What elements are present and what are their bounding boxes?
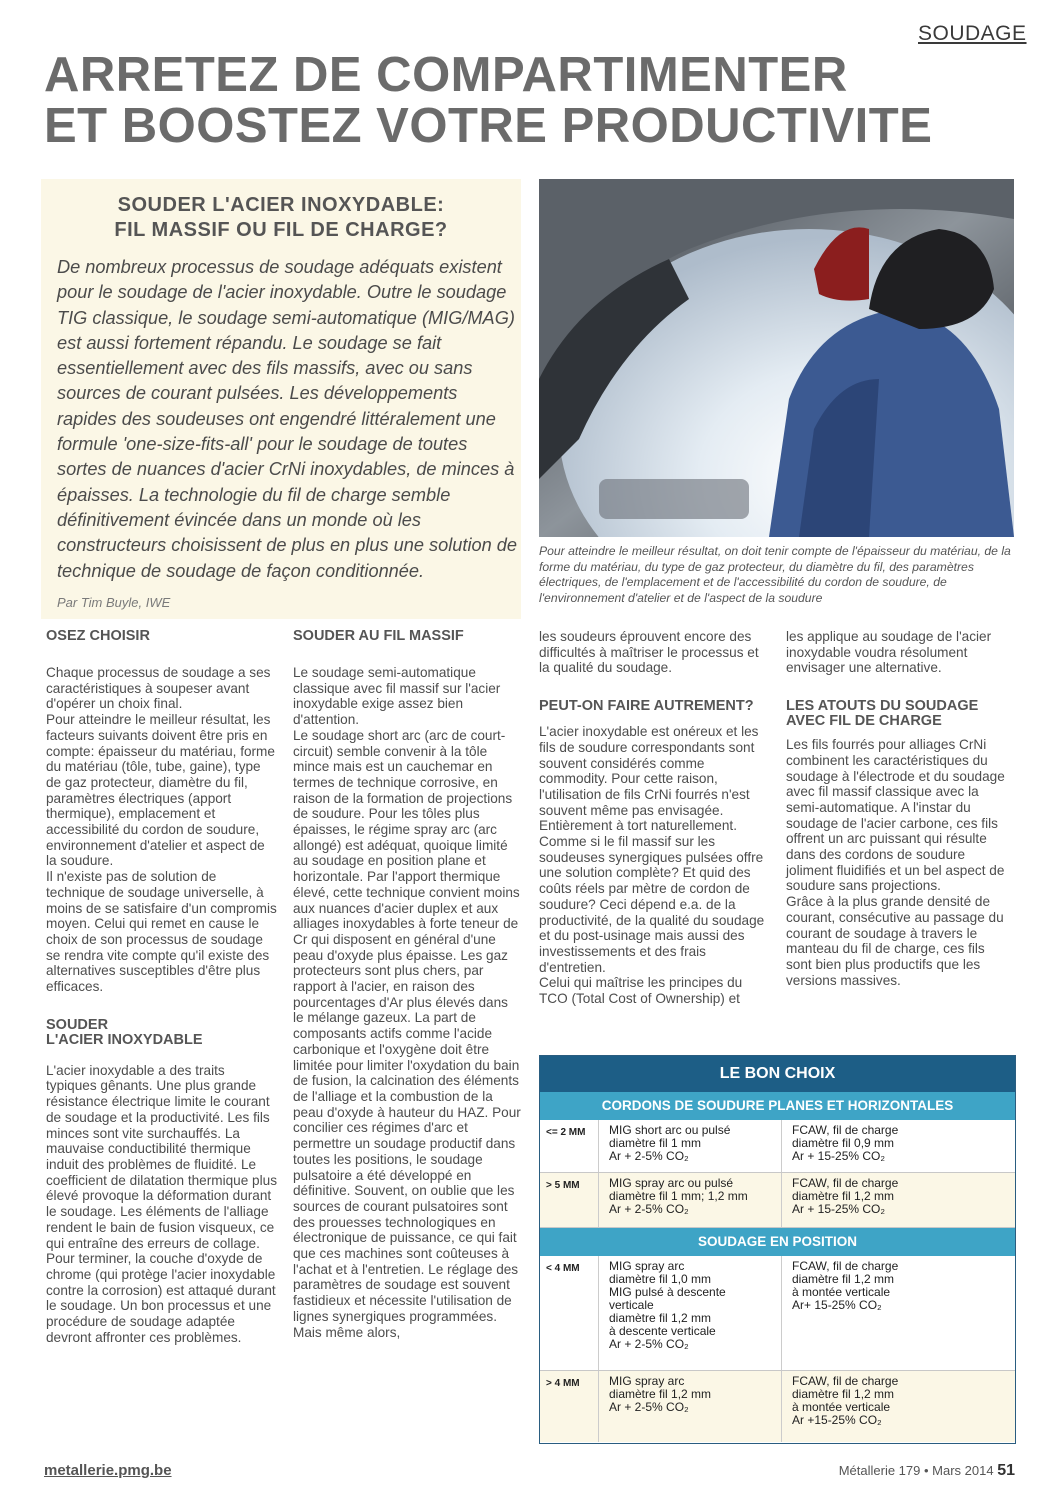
welder-photo bbox=[539, 179, 1014, 537]
table-title: LE BON CHOIX bbox=[540, 1056, 1015, 1092]
cell-text: FCAW, fil de charge diamètre fil 0,9 mm Ar + 15-25% CO₂ bbox=[792, 1123, 899, 1163]
paragraph: Chaque processus de soudage a ses caractéristiques à soupeser avant d'opérer un choix final. bbox=[46, 665, 271, 712]
intro-author: Par Tim Buyle, IWE bbox=[57, 595, 171, 610]
paragraph: Le soudage semi-automatique classique avec fil massif sur l'acier inoxydable exige assez bien d'attention. bbox=[293, 665, 501, 728]
main-title-line2: ET BOOSTEZ VOTRE PRODUCTIVITE bbox=[44, 99, 933, 153]
table-cell-size: < 4 MM bbox=[546, 1263, 580, 1274]
cell-text: FCAW, fil de charge diamètre fil 1,2 mm à montée verticale Ar+ 15-25% CO₂ bbox=[792, 1259, 899, 1312]
intro-heading-line1: SOUDER L'ACIER INOXYDABLE: bbox=[117, 194, 445, 216]
table-row bbox=[540, 1120, 1015, 1173]
table-row bbox=[540, 1173, 1015, 1228]
table-cell-mig bbox=[598, 1120, 781, 1172]
main-title-line1: ARRETEZ DE COMPARTIMENTER bbox=[44, 48, 848, 102]
cell-text: MIG spray arc diamètre fil 1,2 mm Ar + 2-5% CO₂ bbox=[609, 1374, 712, 1414]
paragraph: Il n'existe pas de solution de technique de soudage universelle, à moins de se satisfaire d'un compromis moyen. Celui qui remet en cause le choix de son processus de soudage se rendra vite compte qu'il existe des alternatives susceptibles d'être plus efficaces. bbox=[46, 869, 277, 995]
column-2 bbox=[293, 629, 521, 1340]
cell-text: MIG spray arc ou pulsé diamètre fil 1 mm; 1,2 mm Ar + 2-5% CO₂ bbox=[609, 1176, 748, 1216]
paragraph: Celui qui maîtrise les principes du TCO (Total Cost of Ownership) et bbox=[539, 975, 743, 1007]
table-cell-size: <= 2 MM bbox=[546, 1127, 586, 1138]
table-cell-fcaw bbox=[781, 1371, 1015, 1442]
cell-text: FCAW, fil de charge diamètre fil 1,2 mm à montée verticale Ar +15-25% CO₂ bbox=[792, 1374, 899, 1427]
cell-text: MIG spray arc diamètre fil 1,0 mm MIG pulsé à descente verticale diamètre fil 1,2 mm à descente verticale Ar + 2-5% CO₂ bbox=[609, 1259, 726, 1351]
issue-text: Métallerie 179 • Mars 2014 bbox=[838, 1463, 994, 1478]
heading-line: AVEC FIL DE CHARGE bbox=[786, 713, 942, 730]
intro-heading bbox=[41, 193, 521, 243]
heading-fil-massif: SOUDER AU FIL MASSIF bbox=[293, 628, 464, 644]
paragraph: les applique au soudage de l'acier inoxydable voudra résolument envisager une alternative. bbox=[786, 629, 992, 676]
section-tag: SOUDAGE bbox=[918, 22, 1027, 45]
paragraph: L'acier inoxydable est onéreux et les fils de soudure correspondants sont souvent considérés comme commodity. Pour cette raison, l'utilisation de fils CrNi fourrés n'est souvent même pas envisagée. Entièrement à tort naturellement. Comme si le fil massif sur les soudeuses synergiques pulsées offre une solution complète? Et quid des coûts réels par mètre de cordon de soudure? Ceci dépend e.a. de la productivité, de la qualité du soudage et du post-usinage mais aussi des investissements et des frais d'entretien. bbox=[539, 724, 765, 975]
table-cell-fcaw bbox=[781, 1120, 1015, 1172]
paragraph: les soudeurs éprouvent encore des difficultés à maîtriser le processus et la qualité du soudage. bbox=[539, 629, 759, 676]
intro-text: De nombreux processus de soudage adéquats existent pour le soudage de l'acier inoxydable. Outre le soudage TIG classique, le soudage semi-automatique (MIG/MAG) est aussi fortement répandu. Le soudage se fait essentiellement avec des fils massifs, avec ou sans sources de courant pulsées. Les développements rapides des soudeuses ont engendré littéralement une formule 'one-size-fits-all' pour le soudage de toutes sortes de nuances d'acier CrNi inoxydables, de minces à épaisses. La technologie du fil de charge semble définitivement évincée dans un monde où les constructeurs choisissent de plus en plus une solution de technique de soudage de façon conditionnée. bbox=[57, 257, 518, 581]
heading-faire-autrement: PEUT-ON FAIRE AUTREMENT? bbox=[539, 698, 754, 715]
table-cell-size: > 5 MM bbox=[546, 1180, 580, 1191]
heading-atouts bbox=[786, 699, 1014, 729]
heading-souder-inox bbox=[46, 1018, 278, 1048]
cell-text: FCAW, fil de charge diamètre fil 1,2 mm Ar + 15-25% CO₂ bbox=[792, 1176, 899, 1216]
paragraph: Les fils fourrés pour alliages CrNi combinent les caractéristiques du soudage à l'électrode et du soudage avec fil massif classique avec la semi-automatique. A l'instar du soudage de l'acier carbone, ces fils offrent un arc puissant qui résulte dans des cordons de soudure joliment fluidifiés et un bel aspect de soudure sans projections. bbox=[786, 737, 1005, 894]
footer-url-link[interactable]: metallerie.pmg.be bbox=[44, 1462, 172, 1479]
paragraph: Pour atteindre le meilleur résultat, les facteurs suivants doivent être pris en compte: épaisseur du matériau, forme du matériau (tôle, tube, gaine), type de gaz protecteur, diamètre du fil, paramètres électriques (apport thermique), emplacement et accessibilité du cordon de soudure, environnement d'atelier et aspect de la soudure. bbox=[46, 712, 275, 869]
table-cell-size: > 4 MM bbox=[546, 1378, 580, 1389]
table-cell-fcaw bbox=[781, 1173, 1015, 1227]
table-row bbox=[540, 1256, 1015, 1371]
column-4 bbox=[786, 629, 1014, 988]
heading-line: SOUDER bbox=[46, 1016, 109, 1033]
heading-line: LES ATOUTS DU SOUDAGE bbox=[786, 698, 979, 715]
paragraph: Le soudage short arc (arc de court-circuit) semble convenir à la tôle mince mais est un cauchemar en termes de technique corrosive, en raison de la formation de projections de soudure. Pour les tôles plus épaisses, le régime spray arc (arc allongé) est adéquat, quoique limité au soudage en position plane et horizontale. Par l'apport thermique élevé, cette technique convient moins aux nuances d'acier duplex et aux alliages inoxydables à forte teneur de Cr qui disposent en général d'une peau d'oxyde plus épaisse. Les gaz protecteurs sont plus chers, par rapport à l'acier, en raison des pourcentages d'Ar plus élevés dans le mélange gazeux. La part de composants actifs comme l'acide carbonique et l'oxygène doit être limitée pour limiter l'oxydation du bain de fusion, la calcination des éléments de l'alliage et la combustion de la peau d'oxyde à hauteur du HAZ. Pour concilier ces régimes d'arc et permettre un soudage productif dans toutes les positions, le soudage pulsatoire a été développé en définitive. Souvent, on oublie que les sources de courant pulsatoires sont des prouesses technologiques en électronique de puissance, ce qui fait que ces machines sont coûteuses à l'achat et à l'entretien. Le réglage des paramètres de soudage est souvent fastidieux et nécessite l'utilisation de lignes synergiques programmées. Mais même alors, bbox=[293, 727, 521, 1340]
table-cell-fcaw bbox=[781, 1256, 1015, 1370]
intro-box bbox=[41, 179, 521, 619]
table-band-plane: CORDONS DE SOUDURE PLANES ET HORIZONTALES bbox=[540, 1092, 1015, 1120]
cell-text: MIG short arc ou pulsé diamètre fil 1 mm Ar + 2-5% CO₂ bbox=[609, 1123, 731, 1163]
footer-issue bbox=[780, 1462, 1015, 1480]
table-cell-mig bbox=[598, 1371, 781, 1442]
heading-line: L'ACIER INOXYDABLE bbox=[46, 1031, 203, 1048]
table-cell-mig bbox=[598, 1173, 781, 1227]
column-3 bbox=[539, 629, 771, 1007]
column-1 bbox=[46, 629, 278, 1345]
choice-table bbox=[539, 1055, 1016, 1444]
welder-photo-illustration bbox=[539, 179, 1014, 537]
table-cell-mig bbox=[598, 1256, 781, 1370]
table-row bbox=[540, 1371, 1015, 1442]
paragraph: Grâce à la plus grande densité de courant, consécutive au passage du courant de soudage à travers le manteau du fil de charge, ces fils sont bien plus productifs que les versions massives. bbox=[786, 894, 1004, 988]
paragraph: L'acier inoxydable a des traits typiques gênants. Une plus grande résistance électrique limite le courant de soudage et la productivité. Les fils minces sont vite surchauffés. La mauvaise conductibilité thermique induit des problèmes de fluidité. Le coefficient de dilatation thermique plus élevé provoque la déformation durant le soudage. Les éléments de l'alliage rendent le bain de fusion visqueux, ce qui entraîne des erreurs de collage. Pour terminer, la couche d'oxyde de chrome (qui protège l'acier inoxydable contre la corrosion) est attaqué durant le soudage. Un bon processus et une procédure de soudage adaptée devront affronter ces problèmes. bbox=[46, 1062, 277, 1345]
main-title bbox=[44, 50, 1024, 152]
table-band-position: SOUDAGE EN POSITION bbox=[540, 1228, 1015, 1256]
photo-caption: Pour atteindre le meilleur résultat, on doit tenir compte de l'épaisseur du matériau, de la forme du matériau, du type de gaz protecteur, du diamètre du fil, des paramètres électriques, de l'emplacement et de l'accessibilité du cordon de soudure, de l'environnement d'atelier et de l'aspect de la soudure bbox=[539, 544, 1011, 605]
page-number: 51 bbox=[997, 1462, 1015, 1479]
heading-osez-choisir: OSEZ CHOISIR bbox=[46, 628, 150, 644]
intro-heading-line2: FIL MASSIF OU FIL DE CHARGE? bbox=[114, 219, 448, 241]
